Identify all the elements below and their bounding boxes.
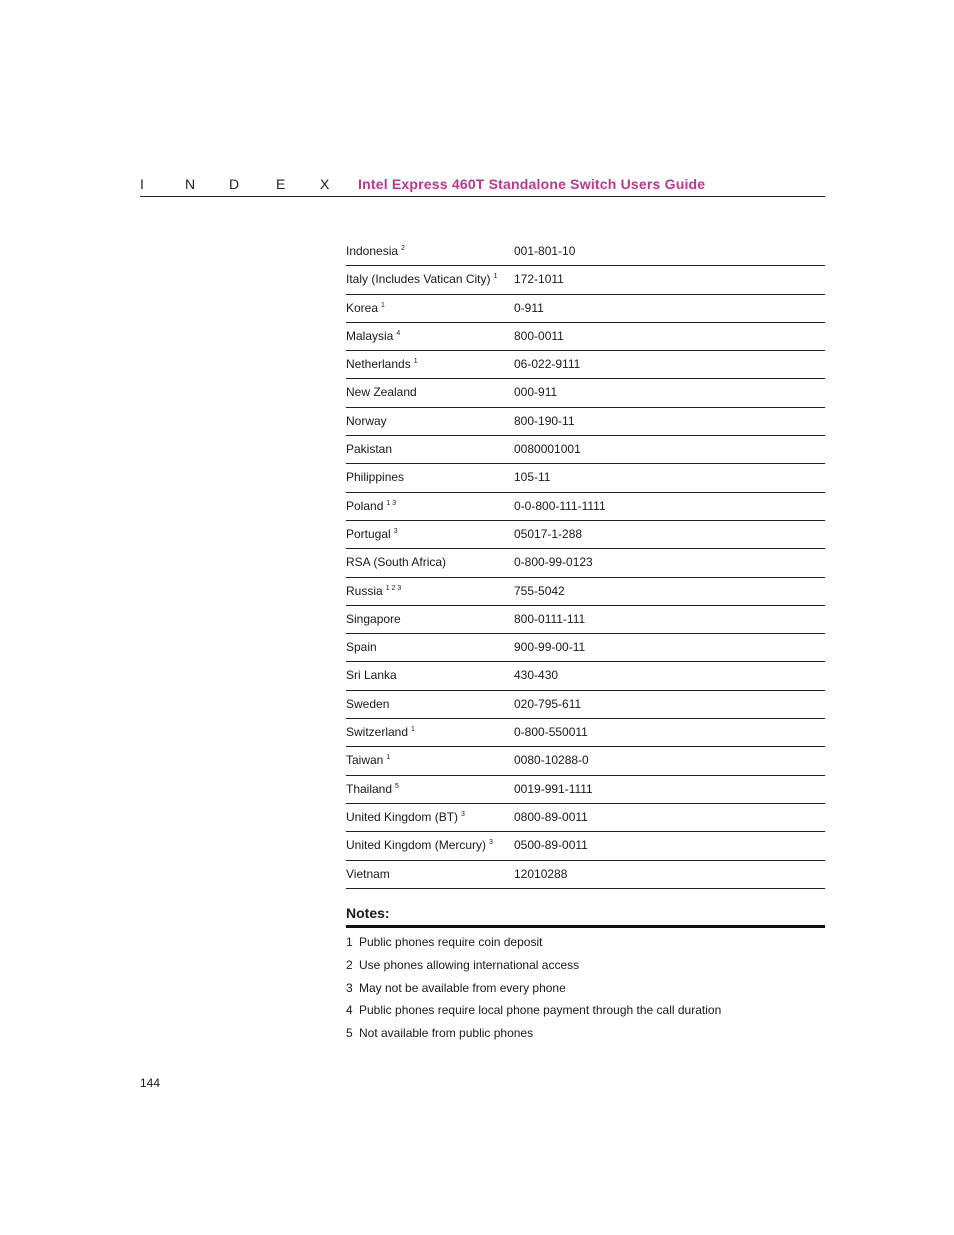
footnote-ref: 1 3	[386, 499, 397, 507]
table-row	[346, 549, 825, 577]
access-code: 12010288	[514, 866, 568, 881]
note-number: 4	[346, 1003, 353, 1018]
country-name	[346, 867, 390, 881]
table-row	[346, 804, 825, 832]
page-header	[140, 176, 825, 197]
country-name	[346, 612, 401, 626]
footnote-ref: 1	[386, 754, 391, 762]
table-row	[346, 634, 825, 662]
index-letter: I	[140, 176, 144, 192]
country-name	[346, 668, 397, 682]
table-row	[346, 323, 825, 351]
note-number: 2	[346, 957, 353, 972]
note-number: 5	[346, 1026, 353, 1041]
access-code: 755-5042	[514, 583, 565, 598]
note-text: Public phones require local phone payment through the call duration	[359, 1003, 722, 1018]
access-code: 800-0011	[514, 328, 564, 343]
note-item	[346, 958, 825, 981]
country-label: Norway	[346, 413, 387, 428]
table-row	[346, 747, 825, 775]
index-letter: N	[185, 176, 196, 192]
access-code: 0-0-800-111-1111	[514, 498, 606, 513]
document-title: Intel Express 460T Standalone Switch Users Guide	[358, 176, 706, 192]
country-label: Poland	[346, 498, 384, 513]
country-name	[346, 244, 405, 258]
country-name	[346, 442, 392, 456]
note-item	[346, 1003, 825, 1026]
footnote-ref: 2	[401, 245, 405, 252]
index-letter: E	[276, 176, 286, 192]
country-name	[346, 527, 398, 541]
access-code: 0-800-550011	[514, 725, 588, 740]
table-row	[346, 379, 825, 407]
access-code: 05017-1-288	[514, 526, 583, 541]
country-label: Korea	[346, 300, 379, 315]
country-label: Thailand	[346, 781, 393, 796]
note-item	[346, 981, 825, 1004]
country-name	[346, 725, 415, 739]
table-row	[346, 266, 825, 294]
country-name	[346, 838, 493, 852]
country-label: Netherlands	[346, 357, 411, 372]
access-code-table	[346, 238, 825, 889]
country-name	[346, 357, 418, 371]
access-code: 0800-89-0011	[514, 809, 588, 824]
country-name	[346, 640, 377, 654]
country-name	[346, 782, 399, 796]
country-label: Philippines	[346, 470, 405, 485]
footnote-ref: 1	[413, 358, 418, 366]
table-row	[346, 464, 825, 492]
footnote-ref: 4	[396, 329, 401, 337]
access-code: 105-11	[514, 470, 551, 485]
index-letter: X	[320, 176, 330, 192]
country-name	[346, 555, 446, 569]
table-row	[346, 606, 825, 634]
country-name	[346, 753, 390, 767]
footnote-ref: 5	[395, 782, 399, 790]
country-label: United Kingdom (BT)	[346, 809, 459, 824]
access-code: 0080-10288-0	[514, 753, 589, 768]
notes-list	[346, 935, 825, 1049]
table-row	[346, 691, 825, 719]
country-label: Vietnam	[346, 866, 390, 881]
country-label: Portugal	[346, 526, 391, 541]
country-name	[346, 499, 396, 513]
notes-heading: Notes:	[346, 905, 825, 928]
country-name	[346, 414, 387, 428]
country-label: Switzerland	[346, 725, 409, 740]
table-row	[346, 238, 825, 266]
note-text: Public phones require coin deposit	[359, 935, 543, 949]
access-code: 001-801-10	[514, 244, 576, 258]
footnote-ref: 3	[461, 810, 465, 818]
country-name	[346, 470, 404, 484]
country-label: Singapore	[346, 611, 401, 626]
access-code: 0-800-99-0123	[514, 555, 593, 570]
access-code: 0080001001	[514, 442, 581, 457]
note-text: Not available from public phones	[359, 1026, 534, 1041]
table-row	[346, 493, 825, 521]
country-label: Sweden	[346, 696, 390, 711]
country-label: Indonesia	[346, 244, 399, 258]
footnote-ref: 3	[489, 839, 493, 847]
country-label: Italy (Includes Vatican City)	[346, 272, 491, 287]
country-label: Pakistan	[346, 442, 393, 457]
access-code: 172-1011	[514, 272, 564, 287]
table-row	[346, 436, 825, 464]
country-name	[346, 584, 401, 598]
access-code: 800-0111-111	[514, 611, 586, 626]
country-name	[346, 329, 400, 343]
country-label: New Zealand	[346, 385, 417, 400]
table-row	[346, 662, 825, 690]
country-label: Malaysia	[346, 328, 394, 343]
note-text: Use phones allowing international access	[359, 957, 580, 972]
note-number: 1	[346, 935, 353, 949]
country-name	[346, 810, 465, 824]
footnote-ref: 1	[381, 301, 385, 309]
access-code: 06-022-9111	[514, 357, 581, 372]
note-item	[346, 1026, 825, 1049]
country-name	[346, 385, 417, 399]
footnote-ref: 1 2 3	[385, 584, 402, 592]
page-number: 144	[140, 1076, 161, 1090]
country-name	[346, 272, 497, 286]
table-row	[346, 861, 825, 889]
access-code: 900-99-00-11	[514, 640, 586, 655]
country-label: United Kingdom (Mercury)	[346, 838, 487, 853]
table-row	[346, 351, 825, 379]
footnote-ref: 1	[493, 273, 498, 281]
index-letter: D	[229, 176, 240, 192]
table-row	[346, 776, 825, 804]
access-code: 0019-991-1111	[514, 781, 593, 796]
country-label: Taiwan	[346, 753, 384, 768]
country-label: Spain	[346, 640, 377, 655]
table-row	[346, 719, 825, 747]
access-code: 800-190-11	[514, 413, 575, 428]
country-label: RSA (South Africa)	[346, 555, 447, 570]
table-row	[346, 832, 825, 860]
country-name	[346, 697, 389, 711]
note-text: May not be available from every phone	[359, 980, 566, 995]
access-code: 000-911	[514, 385, 558, 400]
access-code: 0500-89-0011	[514, 838, 588, 853]
footnote-ref: 1	[411, 726, 415, 734]
country-name	[346, 301, 385, 315]
access-code: 020-795-611	[514, 696, 582, 711]
note-item	[346, 935, 825, 958]
country-label: Russia	[346, 583, 383, 598]
access-code: 430-430	[514, 668, 559, 683]
table-row	[346, 408, 825, 436]
table-row	[346, 578, 825, 606]
table-row	[346, 295, 825, 323]
table-row	[346, 521, 825, 549]
note-number: 3	[346, 980, 353, 995]
country-label: Sri Lanka	[346, 668, 397, 683]
access-code: 0-911	[514, 300, 544, 315]
footnote-ref: 3	[393, 527, 398, 535]
